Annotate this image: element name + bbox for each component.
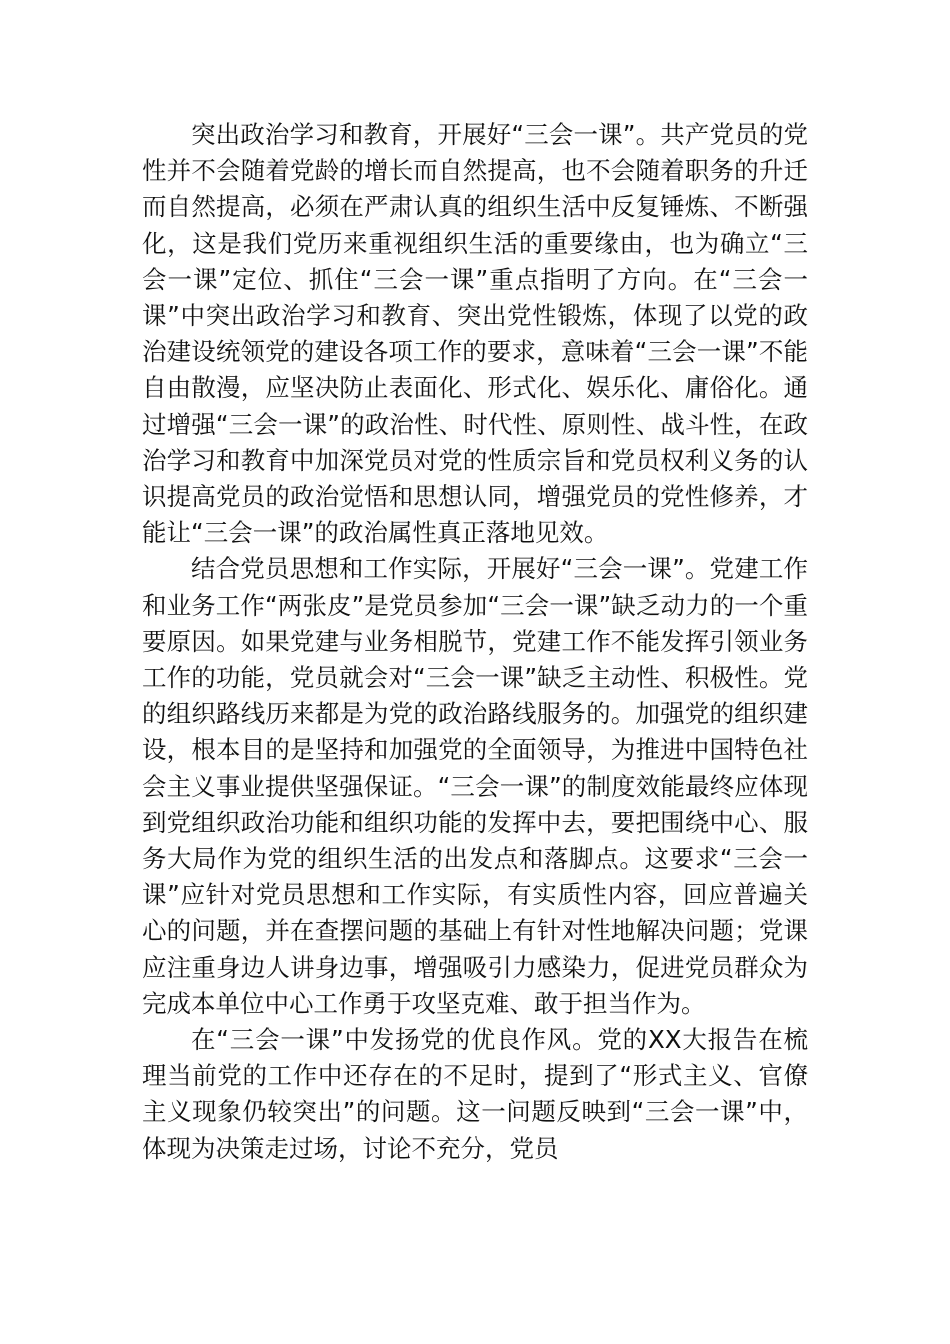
document-body xyxy=(142,117,808,1167)
paragraph-work-practice: 结合党员思想和工作实际，开展好“三会一课”。党建工作和业务工作“两张皮”是党员参加“三会一课”缺乏动力的一个重要原因。如果党建与业务相脱节，党建工作不能发挥引领业务工作的功能，党员就会对“三会一课”缺乏主动性、积极性。党的组织路线历来都是为党的政治路线服务的。加强党的组织建设，根本目的是坚持和加强党的全面领导，为推进中国特色社会主义事业提供坚强保证。“三会一课”的制度效能最终应体现到党组织政治功能和组织功能的发挥中去，要把围绕中心、服务大局作为党的组织生活的出发点和落脚点。这要求“三会一课”应针对党员思想和工作实际，有实质性内容，回应普遍关心的问题，并在查摆问题的基础上有针对性地解决问题；党课应注重身边人讲身边事，增强吸引力感染力，促进党员群众为完成本单位中心工作勇于攻坚克难、敢于担当作为。 xyxy=(142,554,808,1018)
paragraph-party-style: 在“三会一课”中发扬党的优良作风。党的XX大报告在梳理当前党的工作中还存在的不足时，提到了“形式主义、官僚主义现象仍较突出”的问题。这一问题反映到“三会一课”中，体现为决策走过场，讨论不充分，党员 xyxy=(142,1025,808,1163)
paragraph-political-study: 突出政治学习和教育，开展好“三会一课”。共产党员的党性并不会随着党龄的增长而自然提高，也不会随着职务的升迁而自然提高，必须在严肃认真的组织生活中反复锤炼、不断强化，这是我们党历来重视组织生活的重要缘由，也为确立“三会一课”定位、抓住“三会一课”重点指明了方向。在“三会一课”中突出政治学习和教育、突出党性锻炼，体现了以党的政治建设统领党的建设各项工作的要求，意味着“三会一课”不能自由散漫，应坚决防止表面化、形式化、娱乐化、庸俗化。通过增强“三会一课”的政治性、时代性、原则性、战斗性，在政治学习和教育中加深党员对党的性质宗旨和党员权利义务的认识提高党员的政治觉悟和思想认同，增强党员的党性修养，才能让“三会一课”的政治属性真正落地见效。 xyxy=(142,120,808,548)
